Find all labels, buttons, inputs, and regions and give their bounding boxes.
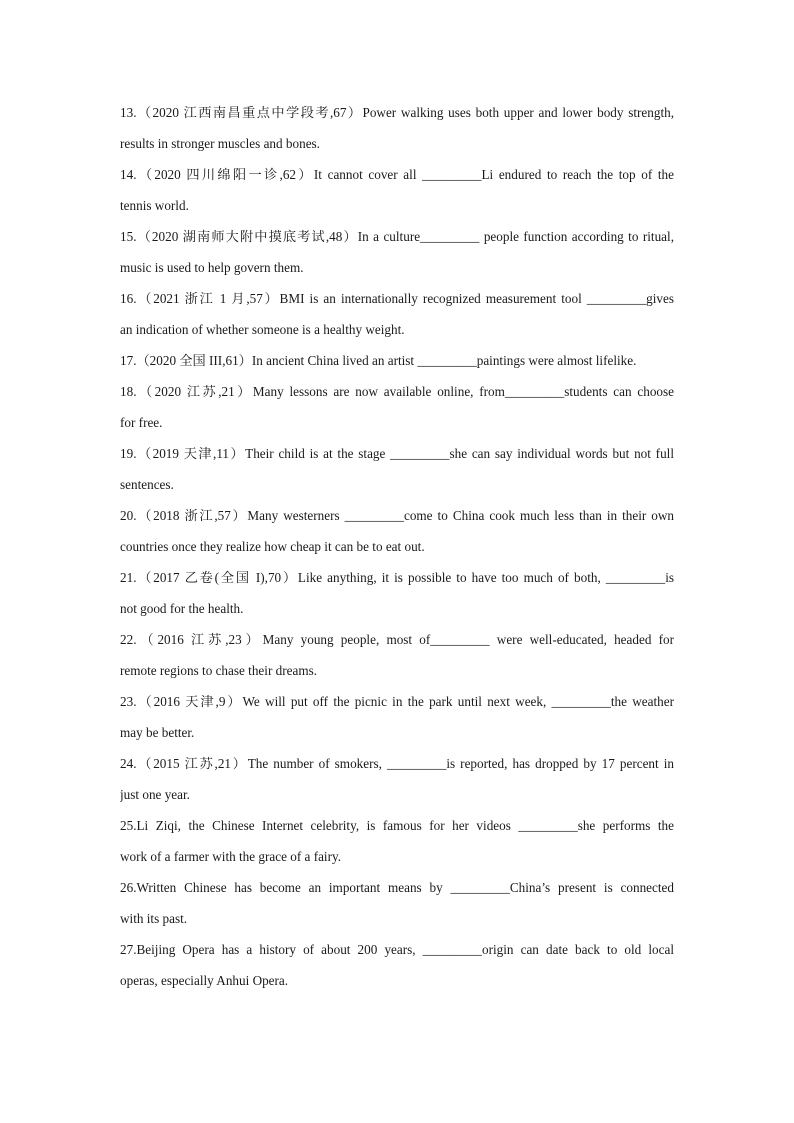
question-23: [120, 686, 674, 748]
question-13: [120, 97, 674, 159]
question-line: 20.（2018 浙江,57）Many westerners _________come to China cook much less than in their own: [120, 508, 674, 523]
question-line: 21.（2017 乙卷(全国 I),70）Like anything, it is possible to have too much of both, _________is: [120, 570, 674, 585]
question-line: 24.（2015 江苏,21）The number of smokers, _________is reported, has dropped by 17 percent in: [120, 756, 674, 771]
question-line: remote regions to chase their dreams.: [120, 663, 318, 678]
question-16: [120, 283, 674, 345]
question-line: may be better.: [120, 725, 195, 740]
question-22: [120, 624, 674, 686]
question-line: not good for the health.: [120, 601, 244, 616]
question-line: 15.（2020 湖南师大附中摸底考试,48）In a culture_________ people function according to ritual,: [120, 229, 674, 244]
question-line: music is used to help govern them.: [120, 260, 304, 275]
question-27: [120, 934, 674, 996]
question-line: just one year.: [120, 787, 190, 802]
question-24: [120, 748, 674, 810]
question-line: 13.（2020 江西南昌重点中学段考,67）Power walking uses both upper and lower body strength,: [120, 105, 674, 120]
question-line: work of a farmer with the grace of a fairy.: [120, 849, 342, 864]
question-line: countries once they realize how cheap it can be to eat out.: [120, 539, 425, 554]
question-26: [120, 872, 674, 934]
question-line: 23.（2016 天津,9）We will put off the picnic in the park until next week, _________the weather: [120, 694, 674, 709]
question-line: 14.（2020 四川绵阳一诊,62）It cannot cover all _________Li endured to reach the top of the: [120, 167, 674, 182]
question-line: an indication of whether someone is a healthy weight.: [120, 322, 405, 337]
question-list: [120, 97, 674, 996]
question-21: [120, 562, 674, 624]
question-14: [120, 159, 674, 221]
question-25: [120, 810, 674, 872]
question-line: 16.（2021 浙江 1 月,57）BMI is an internationally recognized measurement tool _________gives: [120, 291, 674, 306]
question-line: 26.Written Chinese has become an important means by _________China’s present is connected: [120, 880, 674, 895]
question-line: 19.（2019 天津,11）Their child is at the stage _________she can say individual words but not full: [120, 446, 674, 461]
question-20: [120, 500, 674, 562]
question-line: operas, especially Anhui Opera.: [120, 973, 289, 988]
question-line: 22.（2016 江苏,23）Many young people, most of_________ were well-educated, headed for: [120, 632, 674, 647]
question-19: [120, 438, 674, 500]
question-line: with its past.: [120, 911, 188, 926]
question-line: tennis world.: [120, 198, 189, 213]
question-line: results in stronger muscles and bones.: [120, 136, 320, 151]
question-line: 25.Li Ziqi, the Chinese Internet celebrity, is famous for her videos _________she performs the: [120, 818, 674, 833]
question-line: for free.: [120, 415, 163, 430]
question-line: 18.（2020 江苏,21）Many lessons are now available online, from_________students can choose: [120, 384, 674, 399]
question-line: 17.（2020 全国 III,61）In ancient China lived an artist _________paintings were almost lifelike.: [120, 353, 637, 368]
question-line: 27.Beijing Opera has a history of about 200 years, _________origin can date back to old local: [120, 942, 674, 957]
question-18: [120, 376, 674, 438]
question-17: [120, 345, 674, 376]
question-15: [120, 221, 674, 283]
question-line: sentences.: [120, 477, 174, 492]
